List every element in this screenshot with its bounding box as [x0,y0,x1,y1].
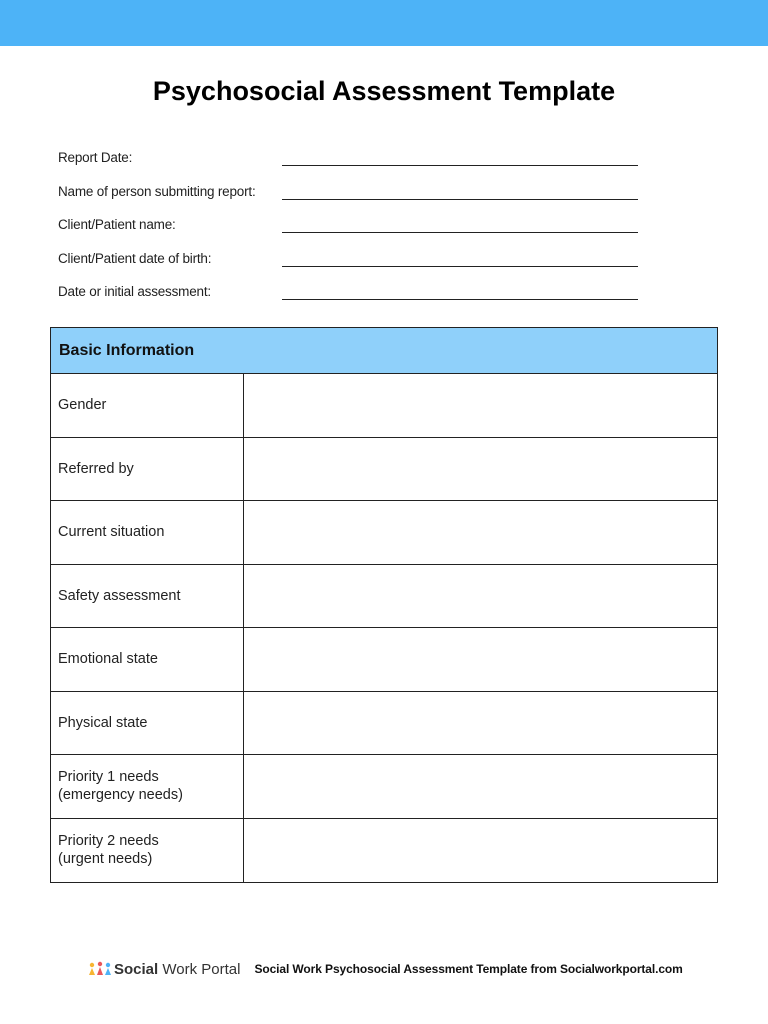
logo-word-rest: Work Portal [158,960,241,978]
people-icon [88,961,112,977]
table-header: Basic Information [51,328,717,374]
field-label: Report Date: [58,150,133,165]
field-label: Client/Patient date of birth: [58,250,212,266]
field-client-dob [58,247,658,281]
field-label: Name of person submitting report: [58,183,256,199]
logo-word-social: Social [114,960,159,978]
row-label: Gender [51,374,244,437]
table-row-emotional-state [51,628,717,692]
social-work-portal-logo [88,961,240,978]
blank-line[interactable] [282,232,638,233]
table-row-priority-2-needs [51,819,717,883]
row-value-cell[interactable] [244,628,717,691]
footer-credit: Social Work Psychosocial Assessment Template from Socialworkportal.com [254,962,683,976]
row-label: Current situation [51,501,244,564]
row-value-cell[interactable] [244,374,717,437]
row-value-cell[interactable] [244,692,717,755]
logo-wordmark [114,961,240,978]
table-row-current-situation [51,501,717,565]
row-label: Physical state [51,692,244,755]
footer [88,958,708,980]
table-row-gender [51,374,717,438]
report-fields [58,146,658,314]
row-value-cell[interactable] [244,755,717,818]
row-label: Emotional state [51,628,244,691]
field-report-date [58,146,658,180]
top-color-band [0,0,768,46]
blank-line[interactable] [282,199,638,200]
page-title: Psychosocial Assessment Template [152,76,616,106]
row-value-cell[interactable] [244,819,717,883]
blank-line[interactable] [282,299,638,300]
row-label: Referred by [51,438,244,501]
blank-line[interactable] [282,165,638,166]
row-value-cell[interactable] [244,501,717,564]
table-row-priority-1-needs [51,755,717,819]
row-value-cell[interactable] [244,565,717,628]
field-submitter-name [58,180,658,214]
row-label: Safety assessment [51,565,244,628]
field-client-name [58,213,658,247]
row-label: Priority 2 needs (urgent needs) [51,819,244,883]
field-label: Client/Patient name: [58,217,176,232]
field-label: Date or initial assessment: [58,284,211,299]
field-initial-assessment-date [58,280,658,314]
table-row-safety-assessment [51,565,717,629]
table-row-physical-state [51,692,717,756]
table-row-referred-by [51,438,717,502]
blank-line[interactable] [282,266,638,267]
basic-information-table [50,327,718,883]
row-value-cell[interactable] [244,438,717,501]
row-label: Priority 1 needs (emergency needs) [51,755,244,818]
